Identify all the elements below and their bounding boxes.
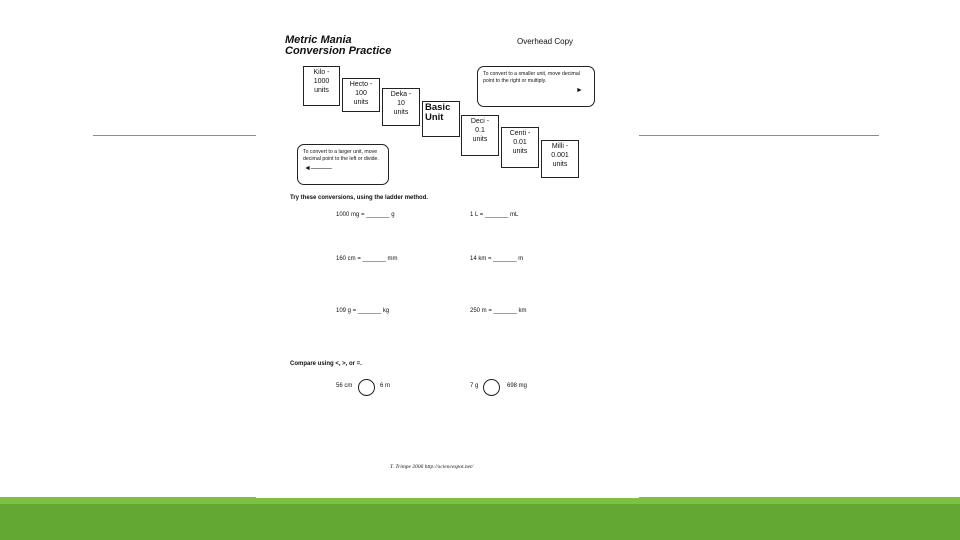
compare-2-left: 7 g — [470, 383, 479, 389]
note-smaller-text: To convert to a smaller unit, move decimal point to the right or multiply. — [483, 71, 580, 84]
step-deka-prefix: Deka - — [390, 91, 412, 98]
section-conversions-heading: Try these conversions, using the ladder method. — [290, 195, 429, 201]
step-basic-line2: Unit — [425, 112, 444, 123]
step-kilo-units: units — [314, 87, 329, 94]
compare-1-left: 56 cm — [336, 383, 353, 389]
compare-1-right: 6 m — [380, 383, 391, 389]
compare-2-right: 698 mg — [507, 383, 528, 389]
citation: T. Trimpe 2006 http://sciencespot.net/ — [390, 464, 474, 470]
problem-3: 160 cm = _______ mm — [336, 256, 398, 262]
worksheet-title: Metric Mania — [285, 34, 352, 46]
step-deka-units: units — [393, 109, 409, 116]
step-basic-unit — [422, 101, 460, 137]
step-hecto-units: units — [353, 99, 369, 106]
arrow-left-icon: ◄——— — [304, 165, 332, 172]
arrow-right-icon: ► — [576, 87, 583, 94]
worksheet-subtitle: Conversion Practice — [285, 45, 392, 57]
step-basic-line1: Basic — [425, 102, 451, 113]
step-deka — [382, 88, 420, 126]
note-larger-text: To convert to a larger unit, move decimal point to the left or divide. — [303, 149, 379, 162]
step-centi-prefix: Centi - — [509, 130, 531, 137]
problem-4: 14 km = _______ m — [470, 256, 524, 262]
section-compare-heading: Compare using <, >, or =. — [290, 361, 362, 367]
step-milli-value: 0.001 — [551, 152, 569, 159]
left-rule — [93, 135, 256, 136]
problem-2: 1 L = _______ mL — [470, 212, 519, 218]
footer-bar — [0, 504, 960, 540]
step-centi — [501, 127, 539, 168]
compare-1-circle — [358, 379, 375, 396]
step-kilo — [303, 66, 340, 106]
step-deci-units: units — [472, 136, 488, 143]
step-kilo-value: 1000 — [313, 78, 330, 85]
step-centi-units: units — [512, 148, 528, 155]
step-kilo-prefix: Kilo - — [313, 69, 330, 76]
step-milli-units: units — [552, 161, 568, 168]
overhead-label: Overhead Copy — [517, 37, 574, 46]
step-milli-prefix: Milli - — [551, 143, 569, 150]
step-hecto — [342, 78, 380, 112]
step-deci-prefix: Deci - — [470, 118, 490, 125]
problem-6: 250 m = _______ km — [470, 308, 527, 314]
step-deka-value: 10 — [397, 100, 405, 107]
compare-2-circle — [483, 379, 500, 396]
step-centi-value: 0.01 — [513, 139, 527, 146]
step-hecto-prefix: Hecto - — [349, 81, 373, 88]
step-deci — [461, 115, 499, 156]
step-deci-value: 0.1 — [475, 127, 485, 134]
step-milli — [541, 140, 579, 178]
worksheet-image — [256, 22, 639, 498]
step-hecto-value: 100 — [355, 90, 367, 97]
problem-5: 109 g = _______ kg — [336, 308, 390, 314]
footer-accent-bar — [0, 497, 960, 504]
problem-1: 1000 mg = _______ g — [336, 212, 395, 218]
right-rule — [639, 135, 879, 136]
